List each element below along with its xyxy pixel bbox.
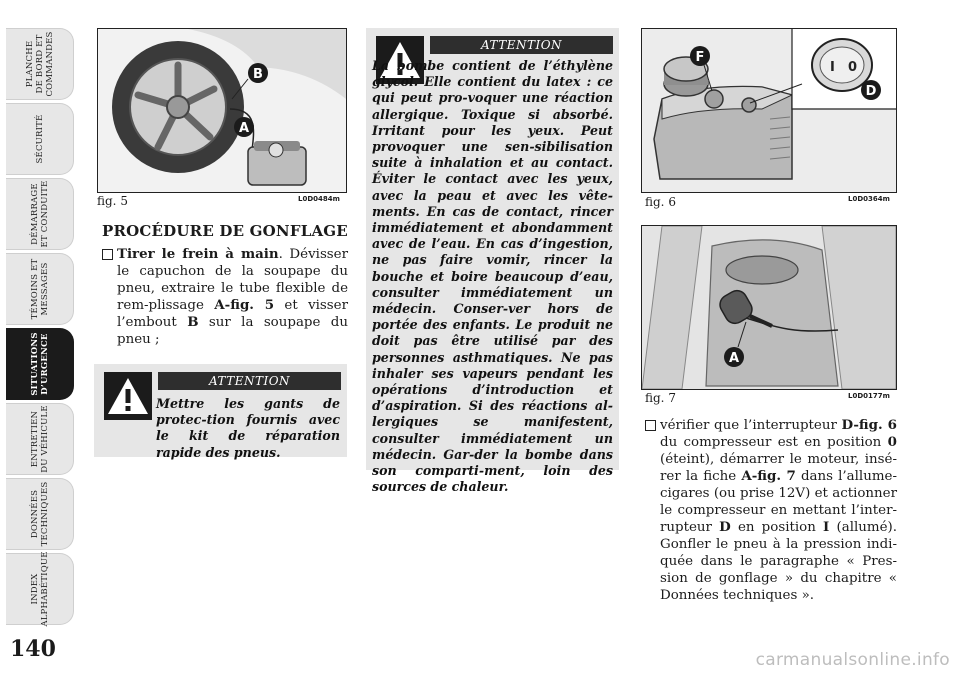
figure-6-compressor-switch — [641, 28, 897, 193]
step-2-text: en position — [730, 520, 824, 535]
tab-label: TÉMOINS ET MESSAGES — [29, 258, 50, 320]
tab-label: SITUATIONS D’URGENCE — [29, 332, 50, 396]
tab-planche-de-bord[interactable] — [6, 28, 74, 100]
figure-7-cigarette-lighter — [641, 225, 897, 390]
step-1-text: . Dévisser le capuchon de la soupape du pneu, extraire le tube flexible de rem-plissage — [117, 247, 349, 313]
tab-label: INDEX ALPHABÉTIQUE — [29, 551, 50, 627]
tab-label: ENTRETIEN DU VÉHICULE — [29, 405, 50, 473]
step-1-ref: B — [187, 314, 199, 330]
step-2-text: (éteint), démarrer le moteur, insé-rer la fiche — [660, 452, 897, 484]
callout-a: A — [238, 121, 250, 136]
warning-latex — [366, 28, 619, 495]
tab-index[interactable] — [6, 553, 74, 625]
tab-demarrage[interactable] — [6, 178, 74, 250]
figure-7-code: L0D0177m — [848, 392, 890, 400]
watermark: carmanualsonline.info — [755, 650, 950, 670]
tab-label: DÉMARRAGE ET CONDUITE — [29, 180, 50, 248]
tab-label: SÉCURITÉ — [34, 114, 45, 164]
switch-mark-on: I — [830, 60, 835, 75]
tab-temoins[interactable] — [6, 253, 74, 325]
step-2-ref: I — [823, 519, 830, 535]
warning-gloves — [94, 364, 347, 460]
warning-gloves-title: ATTENTION — [158, 372, 341, 390]
step-2-text: du compresseur est en position — [660, 435, 888, 450]
warning-latex-text: La bombe contient de l’éthylène glycol. Elle contient du latex : ce qui peut pro-voquer une réaction allergique. Toxique si absorbé. Irritant pour les yeux. Peut provoquer une sen-sibilisation suite à inhalation et au contact. Éviter le contact avec les yeux, avec la peau et avec les vête-ments. En cas de contact, rincer immédiatement et abondamment avec de l’eau. En cas d’ingestion, ne pas faire vomir, rincer la bouche et boire beaucoup d’eau, consulter immédiatement un médecin. Conser-ver hors de portée des enfants. Le produit ne doit pas être utilisé par des personnes asthmatiques. Ne pas inhaler ses vapeurs pendant les opérations d’introduction et d’aspiration. Si des réactions al-lergiques se manifestent, consulter immédiatement un médecin. Gar-der la bombe dans son comparti-ment, loin des sources de chaleur. — [372, 58, 613, 495]
step-2-ref: 0 — [887, 434, 897, 450]
step-1-text: sur la soupape du pneu ; — [117, 315, 348, 347]
callout-d: D — [865, 84, 877, 99]
section-heading: PROCÉDURE DE GONFLAGE — [102, 222, 348, 240]
step-1-intro: Tirer le frein à main — [117, 246, 279, 262]
callout-b: B — [253, 67, 263, 82]
page-number: 140 — [10, 636, 56, 662]
step-2-ref: D — [719, 519, 731, 535]
tab-label: DONNÉES TECHNIQUES — [29, 481, 50, 547]
switch-mark-off: 0 — [848, 60, 858, 75]
step-2-ref: A-fig. 7 — [741, 468, 796, 484]
figure-5-tyre-compressor — [97, 28, 347, 193]
figure-5-code: L0D0484m — [298, 195, 340, 203]
tab-situations-urgence[interactable] — [6, 328, 74, 400]
callout-f: F — [695, 50, 705, 65]
step-2-text: vérifier que l’interrupteur — [660, 418, 842, 433]
chapter-tab-rail — [0, 0, 78, 677]
tab-label: PLANCHE DE BORD ET COMMANDES — [24, 31, 55, 97]
warning-latex-title: ATTENTION — [430, 36, 613, 54]
warning-triangle-icon — [104, 372, 152, 420]
step-2-ref: D-fig. 6 — [841, 417, 897, 433]
step-2 — [645, 417, 897, 604]
warning-gloves-text: Mettre les gants de protec-tion fournis avec le kit de réparation rapide des pneus. — [156, 396, 340, 460]
step-1-ref: A-fig. 5 — [214, 297, 275, 313]
step-1 — [102, 246, 348, 348]
tab-securite[interactable] — [6, 103, 74, 175]
tab-donnees-techniques[interactable] — [6, 478, 74, 550]
figure-6-caption: fig. 6 — [645, 195, 676, 209]
step-2-text: dans l’allume-cigares (ou prise 12V) et actionner le compresseur en mettant l’inter-rupteur — [660, 469, 897, 535]
figure-6-code: L0D0364m — [848, 195, 890, 203]
figure-5-caption: fig. 5 — [97, 194, 128, 208]
step-1-text: et visser l’embout — [117, 298, 348, 330]
tab-entretien[interactable] — [6, 403, 74, 475]
checkbox-bullet-icon — [102, 249, 113, 260]
figure-7-caption: fig. 7 — [645, 391, 676, 405]
checkbox-bullet-icon — [645, 420, 656, 431]
callout-a: A — [728, 351, 740, 366]
step-2-text: (allumé). Gonfler le pneu à la pression indi-quée dans le paragraphe « Pres-sion de gonflage » du chapitre « Données techniques ». — [660, 520, 897, 603]
